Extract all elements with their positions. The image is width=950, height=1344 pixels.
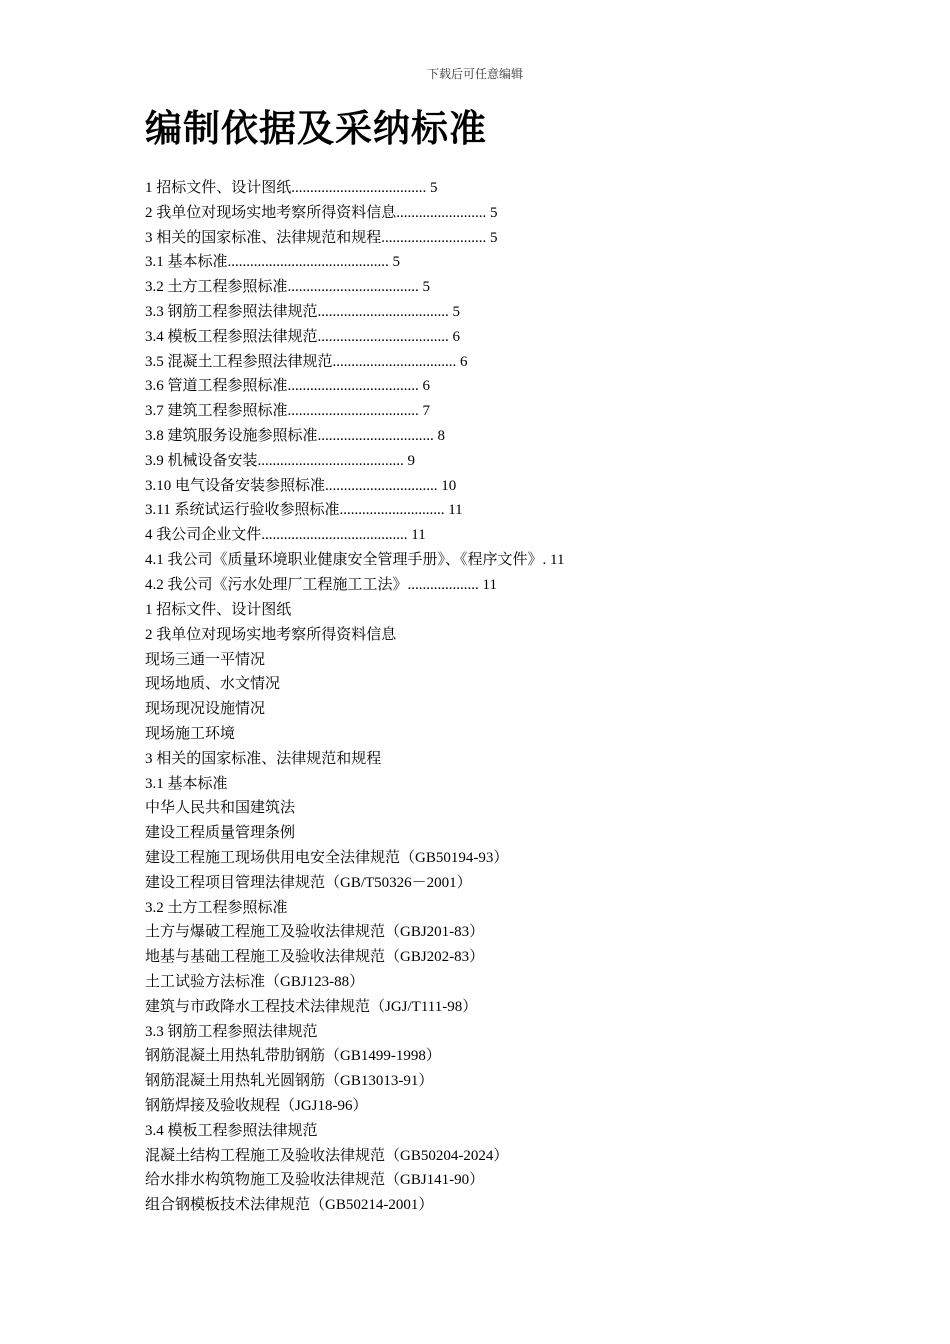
toc-entry: 4.1 我公司《质量环境职业健康安全管理手册》、《程序文件》. 11 (145, 551, 565, 568)
body-line: 混凝土结构工程施工及验收法律规范（GB50204-2024） (145, 1147, 509, 1164)
page-header-note: 下载后可任意编辑 (426, 67, 523, 81)
body-line: 3.2 土方工程参照标准 (145, 899, 288, 916)
body-line: 钢筋混凝土用热轧带肋钢筋（GB1499-1998） (145, 1048, 441, 1065)
body-line: 土方与爆破工程施工及验收法律规范（GBJ201-83） (145, 924, 485, 941)
body-line: 建设工程施工现场供用电安全法律规范（GB50194-93） (145, 849, 509, 866)
body-line: 3.4 模板工程参照法律规范 (145, 1122, 318, 1139)
toc-entry: 2 我单位对现场实地考察所得资料信息........................ 5 (145, 204, 498, 221)
toc-entry: 3.3 钢筋工程参照法律规范................................... 5 (145, 303, 461, 320)
document-title: 编制依据及采纳标准 (145, 109, 487, 150)
table-of-contents (145, 176, 845, 598)
toc-entry: 4 我公司企业文件....................................... 11 (145, 527, 426, 544)
body-line: 3.1 基本标准 (145, 775, 228, 792)
body-line: 1 招标文件、设计图纸 (145, 602, 292, 618)
document-body (145, 598, 845, 1218)
body-line: 地基与基础工程施工及验收法律规范（GBJ202-83） (145, 949, 485, 966)
toc-entry: 3.4 模板工程参照法律规范................................... 6 (145, 328, 461, 345)
body-line: 2 我单位对现场实地考察所得资料信息 (145, 626, 397, 643)
body-line: 钢筋混凝土用热轧光圆钢筋（GB13013-91） (145, 1073, 434, 1090)
toc-entry: 3.6 管道工程参照标准................................... 6 (145, 378, 431, 395)
toc-entry: 3 相关的国家标准、法律规范和规程............................ 5 (145, 229, 498, 246)
toc-entry: 3.11 系统试运行验收参照标准............................ 11 (145, 502, 463, 519)
toc-entry: 3.8 建筑服务设施参照标准............................... 8 (145, 427, 446, 444)
toc-entry: 3.1 基本标准........................................... 5 (145, 254, 401, 271)
body-line: 组合钢模板技术法律规范（GB50214-2001） (145, 1197, 434, 1214)
body-line: 现场三通一平情况 (145, 651, 266, 668)
body-line: 建设工程质量管理条例 (145, 825, 296, 842)
body-line: 土工试验方法标准（GBJ123-88） (145, 973, 365, 990)
body-line: 3 相关的国家标准、法律规范和规程 (145, 750, 382, 767)
body-line: 现场地质、水文情况 (145, 676, 281, 693)
toc-entry: 3.5 混凝土工程参照法律规范................................. 6 (145, 353, 468, 370)
toc-entry: 4.2 我公司《污水处理厂工程施工工法》................... 11 (145, 576, 497, 593)
body-line: 3.3 钢筋工程参照法律规范 (145, 1023, 318, 1040)
body-line: 钢筋焊接及验收规程（JGJ18-96） (145, 1097, 368, 1114)
body-line: 中华人民共和国建筑法 (145, 800, 296, 817)
toc-entry: 3.9 机械设备安装....................................... 9 (145, 452, 416, 469)
toc-entry: 1 招标文件、设计图纸.................................... 5 (145, 180, 438, 196)
body-line: 建设工程项目管理法律规范（GB/T50326－2001） (145, 874, 472, 891)
toc-entry: 3.2 土方工程参照标准................................... 5 (145, 279, 431, 296)
body-line: 给水排水构筑物施工及验收法律规范（GBJ141-90） (145, 1172, 485, 1189)
toc-entry: 3.7 建筑工程参照标准................................... 7 (145, 403, 431, 420)
body-line: 现场现况设施情况 (145, 701, 266, 718)
toc-entry: 3.10 电气设备安装参照标准.............................. 10 (145, 477, 457, 494)
body-line: 现场施工环境 (145, 725, 236, 742)
body-line: 建筑与市政降水工程技术法律规范（JGJ/T111-98） (145, 998, 478, 1015)
